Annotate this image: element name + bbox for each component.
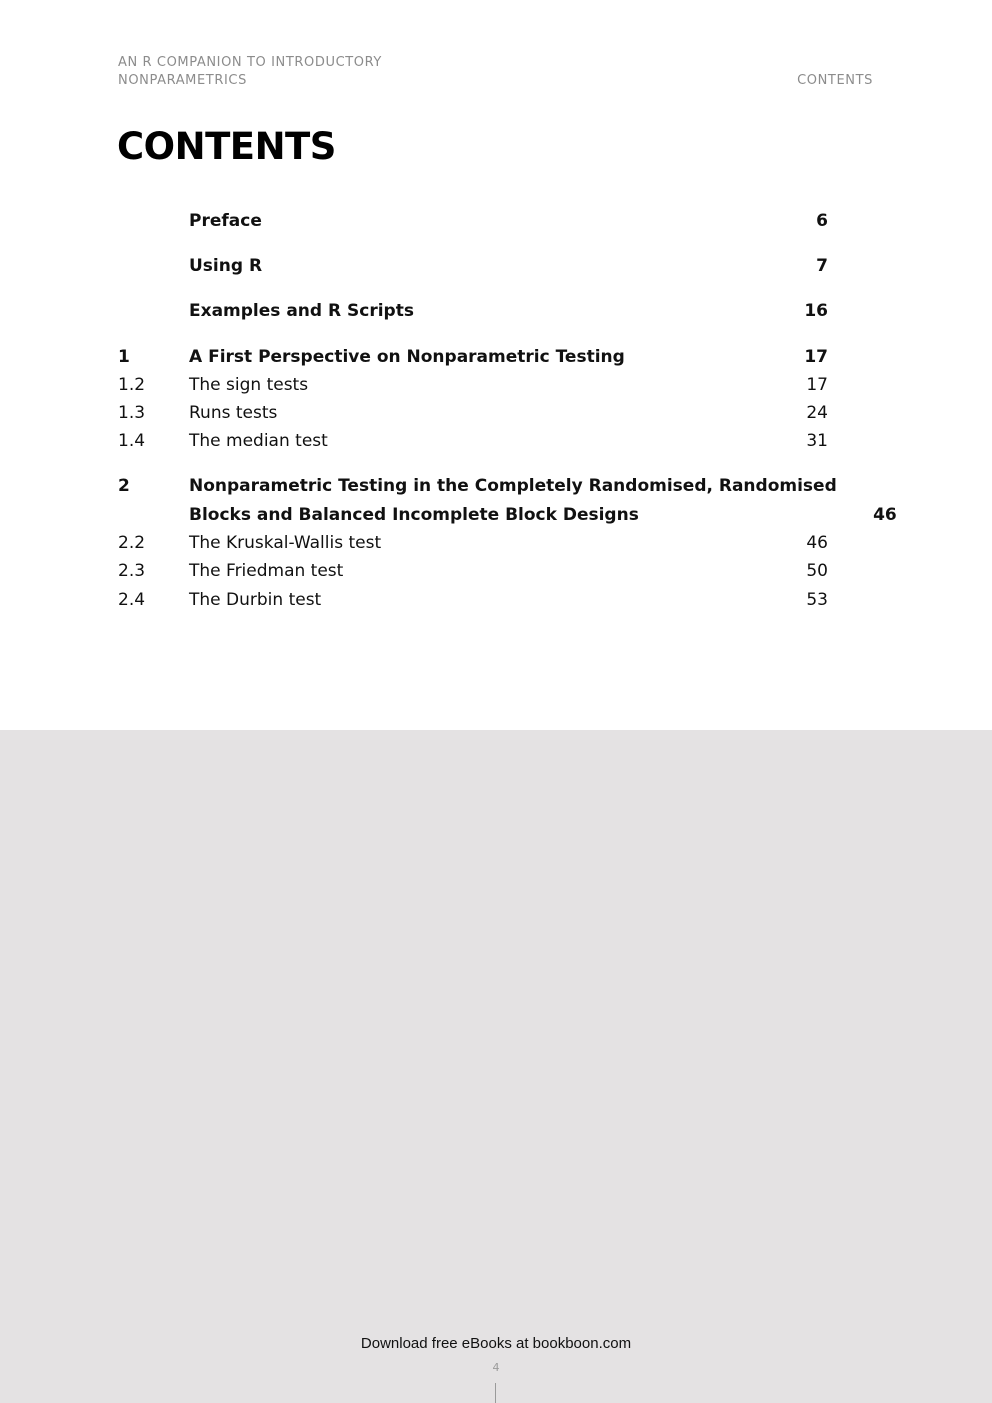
running-header-book-title bbox=[118, 54, 438, 90]
toc-entry-section-1-4[interactable] bbox=[118, 427, 828, 455]
toc-entry-section-2-4[interactable] bbox=[118, 586, 828, 614]
toc-entry-title: The Friedman test bbox=[189, 561, 344, 581]
toc-entry-title: The sign tests bbox=[189, 375, 309, 395]
toc-entry-number: 1.3 bbox=[118, 403, 146, 423]
toc-entry-title: Runs tests bbox=[189, 403, 278, 423]
toc-entry-number: 1.2 bbox=[118, 375, 146, 395]
page-footer-area bbox=[0, 730, 992, 1403]
toc-entry-section-2-2[interactable] bbox=[118, 529, 828, 557]
toc-entry-title-line-1: Nonparametric Testing in the Completely Randomised, Randomised bbox=[189, 476, 837, 496]
toc-entry-examples[interactable] bbox=[118, 297, 828, 325]
toc-entry-page: 46 bbox=[873, 505, 897, 525]
table-of-contents bbox=[118, 207, 897, 614]
toc-entry-title: A First Perspective on Nonparametric Testing bbox=[189, 347, 625, 367]
toc-entry-title: Preface bbox=[189, 211, 262, 231]
toc-entry-page: 31 bbox=[806, 431, 828, 451]
running-header-line-2: NONPARAMETRICS bbox=[118, 73, 247, 88]
toc-entry-title: The median test bbox=[189, 431, 328, 451]
toc-entry-using-r[interactable] bbox=[118, 252, 828, 280]
toc-entry-page: 17 bbox=[804, 347, 828, 367]
toc-entry-section-2-3[interactable] bbox=[118, 557, 828, 585]
toc-entry-number: 2.4 bbox=[118, 590, 146, 610]
toc-entry-section-1-2[interactable] bbox=[118, 371, 828, 399]
toc-entry-chapter-2[interactable] bbox=[118, 472, 897, 529]
toc-entry-number: 2 bbox=[118, 476, 130, 496]
page-number: 4 bbox=[492, 1361, 500, 1374]
running-header-line-1: AN R COMPANION TO INTRODUCTORY bbox=[118, 55, 382, 70]
toc-entry-page: 46 bbox=[806, 533, 828, 553]
toc-entry-page: 17 bbox=[806, 375, 828, 395]
toc-entry-number: 2.3 bbox=[118, 561, 146, 581]
toc-entry-page: 7 bbox=[816, 256, 828, 276]
running-header-section: CONTENTS bbox=[797, 73, 873, 88]
toc-entry-number: 2.2 bbox=[118, 533, 146, 553]
toc-entry-title bbox=[189, 472, 837, 529]
page-title: CONTENTS bbox=[117, 125, 336, 168]
download-notice-link[interactable]: Download free eBooks at bookboon.com bbox=[360, 1335, 632, 1352]
toc-entry-section-1-3[interactable] bbox=[118, 399, 828, 427]
toc-entry-page: 24 bbox=[806, 403, 828, 423]
toc-entry-number: 1 bbox=[118, 347, 130, 367]
page-number-divider bbox=[495, 1383, 496, 1403]
toc-entry-page: 53 bbox=[806, 590, 828, 610]
toc-entry-title: Examples and R Scripts bbox=[189, 301, 414, 321]
toc-entry-preface[interactable] bbox=[118, 207, 828, 235]
toc-entry-title: Using R bbox=[189, 256, 263, 276]
toc-entry-title-line-2: Blocks and Balanced Incomplete Block Designs bbox=[189, 505, 639, 525]
toc-entry-page: 6 bbox=[816, 211, 828, 231]
toc-entry-page: 16 bbox=[804, 301, 828, 321]
toc-entry-page: 50 bbox=[806, 561, 828, 581]
toc-entry-number: 1.4 bbox=[118, 431, 146, 451]
toc-entry-title: The Durbin test bbox=[189, 590, 322, 610]
toc-entry-title: The Kruskal-Wallis test bbox=[189, 533, 382, 553]
toc-entry-chapter-1[interactable] bbox=[118, 343, 828, 371]
